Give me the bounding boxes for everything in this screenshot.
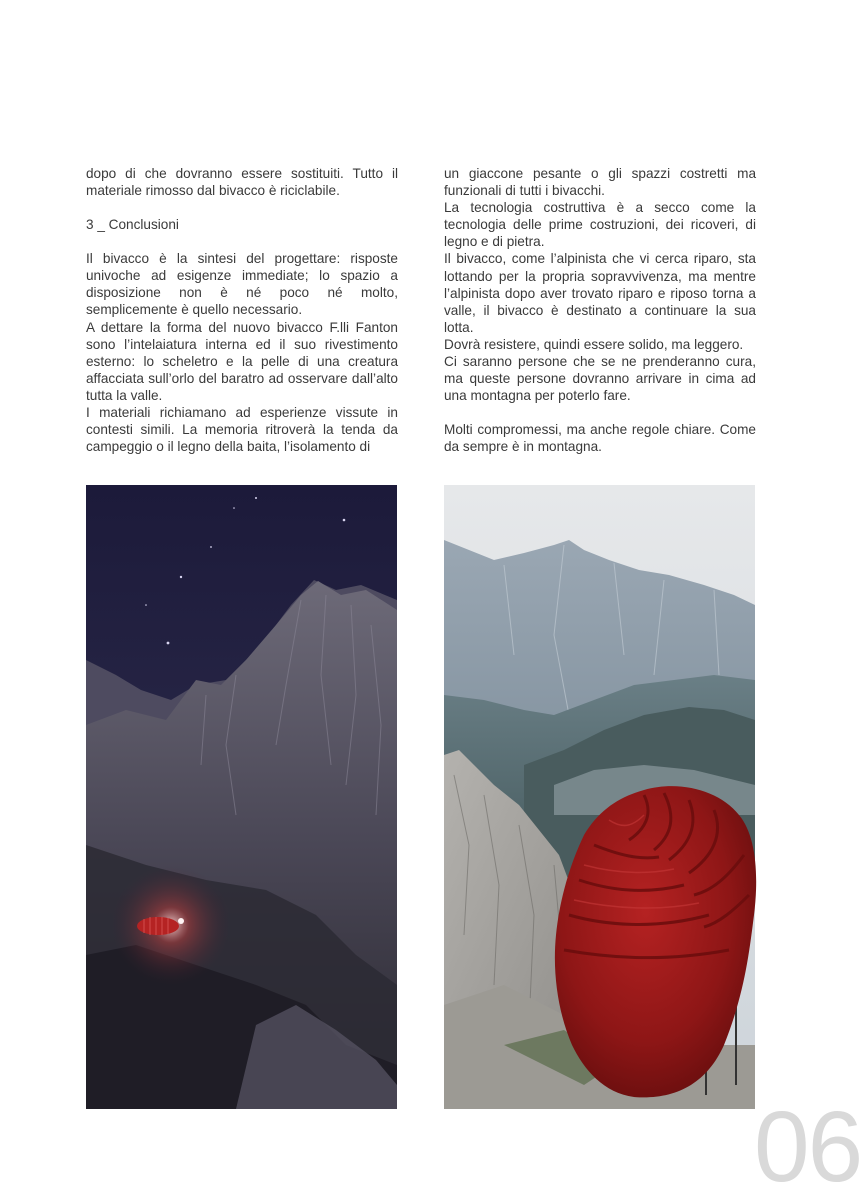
paragraph: I materiali richiamano ad esperienze vissute in contesti simili. La memoria ritroverà la tenda da campeggio o il legno della baita, l’isolamento di — [86, 405, 398, 455]
paragraph: A dettare la forma del nuovo bivacco F.lli Fanton sono l’intelaiatura interna ed il suo rivestimento esterno: lo scheletro e la pelle di una creatura affacciata sull’orlo del baratro ad osservare dall’alto tutta la valle. — [86, 319, 398, 403]
closing-paragraph: Molti compromessi, ma anche regole chiare. Come da sempre è in montagna. — [444, 422, 756, 455]
bivouac-shape — [137, 917, 179, 935]
right-text-column — [444, 165, 756, 456]
paragraph: La tecnologia costruttiva è a secco come la tecnologia delle prime costruzioni, dei ricoveri, di legno e di pietra. — [444, 200, 756, 250]
left-text-column — [86, 165, 398, 455]
daytime-bivouac-photo — [444, 485, 755, 1109]
night-bivouac-photo — [86, 485, 397, 1109]
page-number: 06 — [754, 1091, 861, 1203]
paragraph: Ci saranno persone che se ne prenderanno cura, ma queste persone dovranno arrivare in cima ad una montagna per poterlo fare. — [444, 354, 756, 404]
paragraph: un giaccone pesante o gli spazzi costretti ma funzionali di tutti i bivacchi. — [444, 166, 756, 199]
section-heading: 3 _ Conclusioni — [86, 217, 179, 233]
paragraph: Il bivacco, come l’alpinista che vi cerca riparo, sta lottando per la propria sopravvivenza, ma mentre l’alpinista dopo aver trovato riparo e riposo torna a valle, il bivacco è destinato a continuare la sua lotta. — [444, 251, 756, 335]
paragraph: Dovrà resistere, quindi essere solido, ma leggero. — [444, 336, 744, 352]
intro-paragraph: dopo di che dovranno essere sostituiti. Tutto il materiale rimosso dal bivacco è riciclabile. — [86, 166, 398, 199]
paragraph: Il bivacco è la sintesi del progettare: risposte univoche ad esigenze immediate; lo spazio a disposizione non è né poco né molto, semplicemente è quello necessario. — [86, 251, 398, 318]
